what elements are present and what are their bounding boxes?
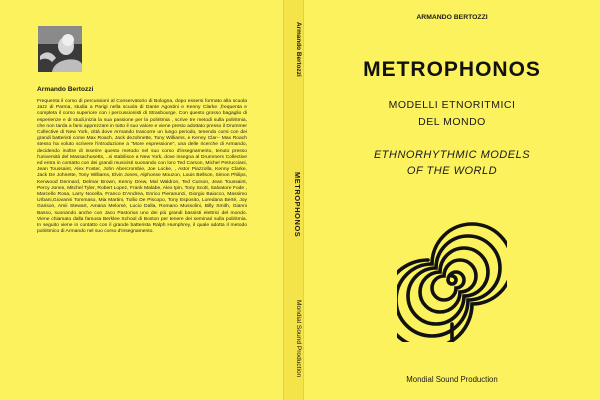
subtitle-italian-line2: DEL MONDO xyxy=(418,116,486,128)
front-publisher: Mondial Sound Production xyxy=(406,375,498,384)
subtitle-italian-line1: MODELLI ETNORITMICI xyxy=(388,99,516,111)
spiral-emblem-icon xyxy=(397,212,507,342)
spine-author: Armando Bertozzi xyxy=(295,22,302,77)
author-biography: Frequenta il corso di percussioni al Conservatorio di Bologna, dopo essersi formato alla scuola Jazz di Parma, studia a Parigi nella scuola di Dante Agostini e Kenny Clarke ,frequenta e completa il corso superiore con i percussionisti di Strasbourge. Con questo grosso bagaglio di esperienze e di studi,inizia la sua passione per la poliritmia , scrive tre metodi sulla poliritmia, che non tarda a farsi apprezzare in tutto il suo valore e viene presto adottato presso il Drummer Collective di New York, città dove Armando trascorre un lungo periodo, tenendo corsi con dei grandi batteristi come Max Roach, Jack deJohnette, Tony Williams, e Kenny Clar-- Max Roach stesso ha voluto scrivere l'introduzione a "More espressione", una delle ricerche di Armando, decidendo inoltre di inserire questo metodo nel suo corso d'insegnamento, tenuto presso l'università del Massachusetts, ..si stabilisce a New York, dove insegna al Drummers Collective ed entra in contatto con dei grandi musicisti suonando con loro Ted Carson, Michel Petrucciani, Jean Toussaint, Alex Foster, John Abercrombie, Joe Locke, , Astor Piazzolla, Kenny Clarke, Jack De Johnette, Tony Williams, Elvin Jones, Alphonse Mouzon, Louis Bellson, Simon Philips, Kenwood Dennard, Delmar Brown, Kenny Drew, Mal Waldron, Ted Curson, Jean Toussaint, Percy Jones, Mitchel Tyler, Robert Lopez, Frank Malabe, Alex Ipin, Tony Scott, Salvatore Fode , Marcello Rosa, Larry Nocella, Franco D'Andrea, Enrico Pieranunzi, Giorgio Baiocco, Massimo Urbani,Giovanni Tommaso, Mia Martini, Tullio De Piscopo, Tony Esposito, Loredana Berté, Joy Garison, Amii Stewart, Amana Melomè, Lucio Dalla, Romano Mussolini, Billy Smith, Gianni Basso, suonando anche con Jaco Pastorius uno dei più grandi bassisti elettrici del mondo. Viene chiamato dalla famosa Berklee School di Boston per tenere dei seminari sulla poliritmia. In seguito viene in contatto con il grande batterista Ralph Humphrey, il quale adotta il metodo poliritmico di Armando nel suo corso d'insegnamento. xyxy=(37,99,247,235)
author-portrait-icon xyxy=(38,26,82,72)
spine-title: METROPHONOS xyxy=(293,172,302,238)
subtitle-english-line2: OF THE WORLD xyxy=(406,165,498,177)
author-photo xyxy=(38,26,82,72)
spine-publisher: Mondial Sound Production xyxy=(295,300,302,378)
back-author-name: Armando Bertozzi xyxy=(37,86,94,93)
book-title: METROPHONOS xyxy=(363,58,541,81)
front-author: ARMANDO BERTOZZI xyxy=(416,14,488,21)
subtitle-english-line1: ETHNORHYTHMIC MODELS xyxy=(373,149,531,161)
